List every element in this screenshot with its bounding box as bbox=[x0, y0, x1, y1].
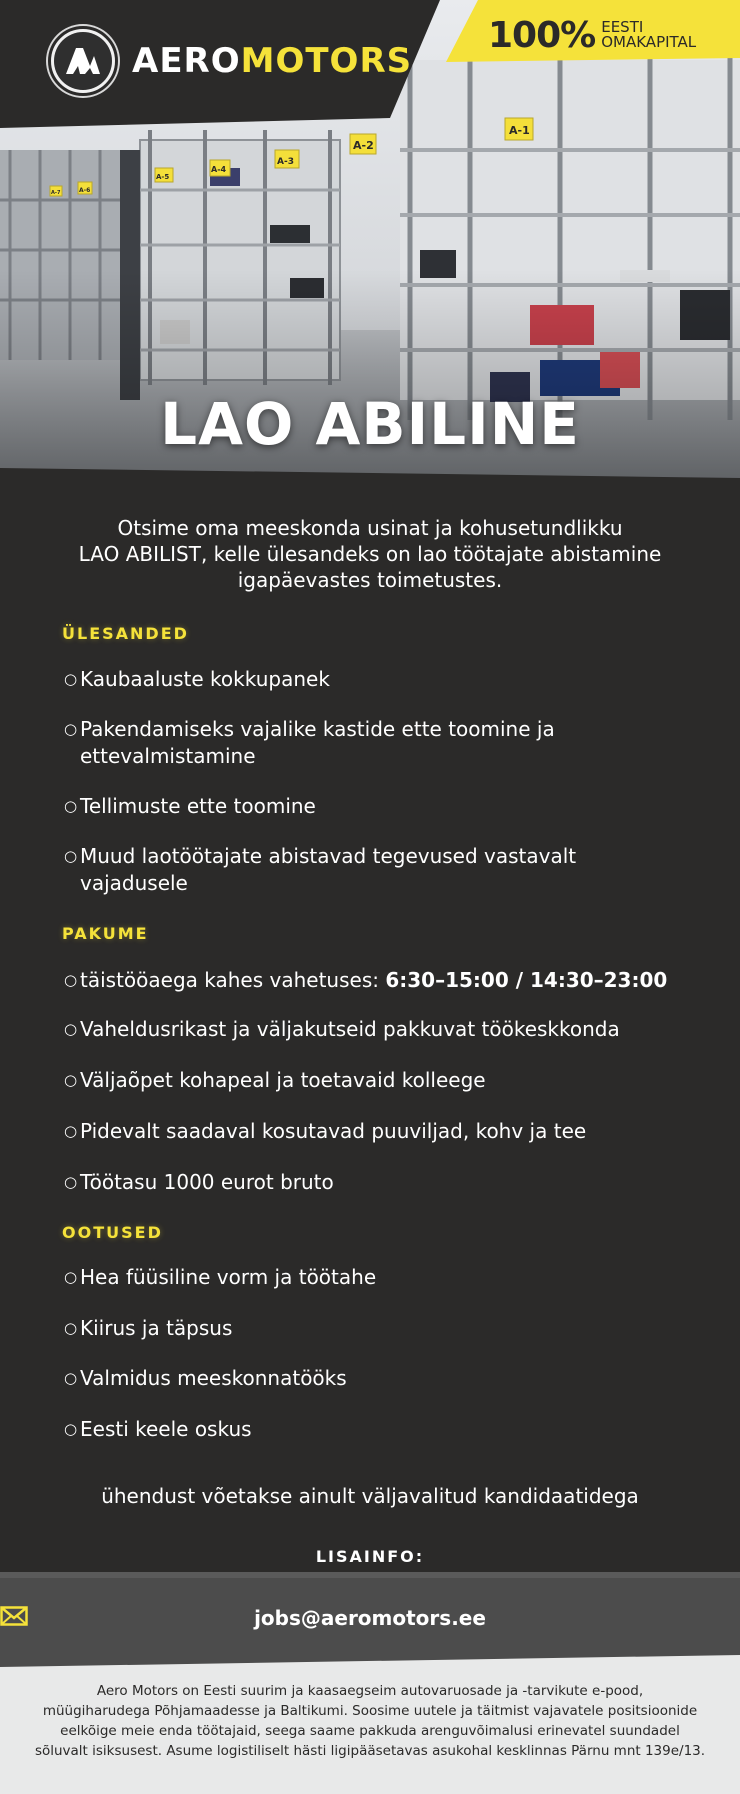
bullet-icon: ○ bbox=[64, 1122, 78, 1140]
list-item bbox=[64, 1016, 684, 1043]
bullet-icon: ○ bbox=[64, 1020, 78, 1038]
bullet-icon: ○ bbox=[64, 1369, 78, 1387]
list-item bbox=[64, 843, 684, 897]
list-item bbox=[64, 1264, 684, 1291]
logo-am-icon bbox=[64, 46, 102, 76]
list-item bbox=[64, 1365, 684, 1392]
list-item-text: Väljaõpet kohapeal ja toetavaid kolleege bbox=[80, 1068, 486, 1092]
list-item-text bbox=[80, 967, 684, 994]
section-title-tasks: ÜLESANDED bbox=[62, 624, 189, 643]
list-item bbox=[64, 793, 684, 820]
bullet-icon: ○ bbox=[64, 1268, 78, 1286]
badge-line-2: OMAKAPITAL bbox=[601, 33, 697, 51]
list-item bbox=[64, 1169, 684, 1196]
footer-line: Aero Motors on Eesti suurim ja kaasaegseim autovaruosade ja -tarvikute e-pood, bbox=[96, 1683, 644, 1699]
company-description bbox=[28, 1681, 712, 1761]
mail-icon bbox=[0, 1606, 28, 1626]
list-item-text: Valmidus meeskonnatööks bbox=[80, 1366, 347, 1390]
footer-line: eelkõige meie enda töötajaid, seega saame pakkuda arenguvõimalusi erinevatel suundadel bbox=[60, 1723, 680, 1739]
list-item-text: Hea füüsiline vorm ja töötahe bbox=[80, 1265, 377, 1289]
badge-percent: 100% bbox=[488, 14, 596, 56]
list-item-text: Pidevalt saadaval kosutavad puuviljad, kohv ja tee bbox=[80, 1119, 587, 1143]
intro-line: igapäevastes toimetustes. bbox=[237, 568, 503, 592]
bullet-icon: ○ bbox=[64, 797, 78, 815]
section-title-offer: PAKUME bbox=[62, 924, 149, 943]
list-item-text: Tellimuste ette toomine bbox=[80, 794, 316, 818]
list-item-text: Kiirus ja täpsus bbox=[80, 1316, 233, 1340]
list-item bbox=[64, 666, 684, 693]
list-item bbox=[64, 1416, 684, 1443]
list-item-text: Eesti keele oskus bbox=[80, 1417, 252, 1441]
more-info-label: LISAINFO: bbox=[315, 1547, 425, 1566]
logo-wordmark bbox=[132, 41, 412, 81]
list-item-text: Muud laotöötajate abistavad tegevused vastavalt vajadusele bbox=[80, 844, 577, 895]
shift-times: 6:30–15:00 / 14:30–23:00 bbox=[385, 968, 668, 992]
hero-banner bbox=[0, 0, 740, 490]
shift-label: täistööaega kahes vahetuses: bbox=[80, 968, 386, 992]
logo-emblem bbox=[48, 26, 118, 96]
bullet-icon: ○ bbox=[64, 847, 78, 865]
bullet-icon: ○ bbox=[64, 1173, 78, 1191]
contact-band bbox=[0, 1572, 740, 1664]
bullet-icon: ○ bbox=[64, 971, 78, 989]
list-item bbox=[64, 1118, 684, 1145]
ownership-badge bbox=[488, 10, 696, 60]
company-logo[interactable] bbox=[48, 26, 412, 96]
bullet-icon: ○ bbox=[64, 1319, 78, 1337]
logo-aero-text: AERO bbox=[132, 41, 241, 81]
logo-motors-text: MOTORS bbox=[240, 41, 413, 81]
contact-row bbox=[0, 1606, 740, 1630]
badge-caption bbox=[601, 20, 696, 50]
list-item-text: Vaheldusrikast ja väljakutseid pakkuvat töökeskkonda bbox=[80, 1017, 620, 1041]
bullet-icon: ○ bbox=[64, 720, 78, 738]
selection-notice: ühendust võetakse ainult väljavalitud kandidaatidega bbox=[101, 1484, 639, 1508]
list-item-text: Kaubaaluste kokkupanek bbox=[80, 667, 330, 691]
list-item bbox=[64, 1315, 684, 1342]
intro-line: Otsime oma meeskonda usinat ja kohusetundlikku bbox=[117, 516, 623, 540]
list-item bbox=[64, 967, 684, 994]
list-item bbox=[64, 716, 684, 770]
contact-email-link[interactable]: jobs@aeromotors.ee bbox=[254, 1606, 486, 1630]
job-title: LAO ABILINE bbox=[160, 390, 580, 458]
footer-edge bbox=[0, 1653, 740, 1667]
footer-line: sõluvalt isiksusest. Asume logistiliselt hästi ligipääsetavas asukohal kesklinnas Pärnu mnt 139e/13. bbox=[34, 1743, 706, 1759]
bullet-icon: ○ bbox=[64, 1420, 78, 1438]
list-item bbox=[64, 1067, 684, 1094]
company-footer bbox=[0, 1655, 740, 1794]
footer-line: müügiharudega Põhjamaadesse ja Baltikumi. Soosime uutele ja täitmist vajavatele positsioonide bbox=[42, 1703, 698, 1719]
intro-line: LAO ABILIST, kelle ülesandeks on lao töötajate abistamine bbox=[78, 542, 662, 566]
bullet-icon: ○ bbox=[64, 1071, 78, 1089]
section-title-expectations: OOTUSED bbox=[62, 1223, 163, 1242]
list-item-text: Pakendamiseks vajalike kastide ette toomine ja ettevalmistamine bbox=[80, 717, 555, 768]
badge-line-1: EESTI bbox=[601, 18, 644, 36]
intro-paragraph bbox=[60, 515, 680, 593]
bullet-icon: ○ bbox=[64, 670, 78, 688]
list-item-text: Töötasu 1000 eurot bruto bbox=[80, 1170, 334, 1194]
